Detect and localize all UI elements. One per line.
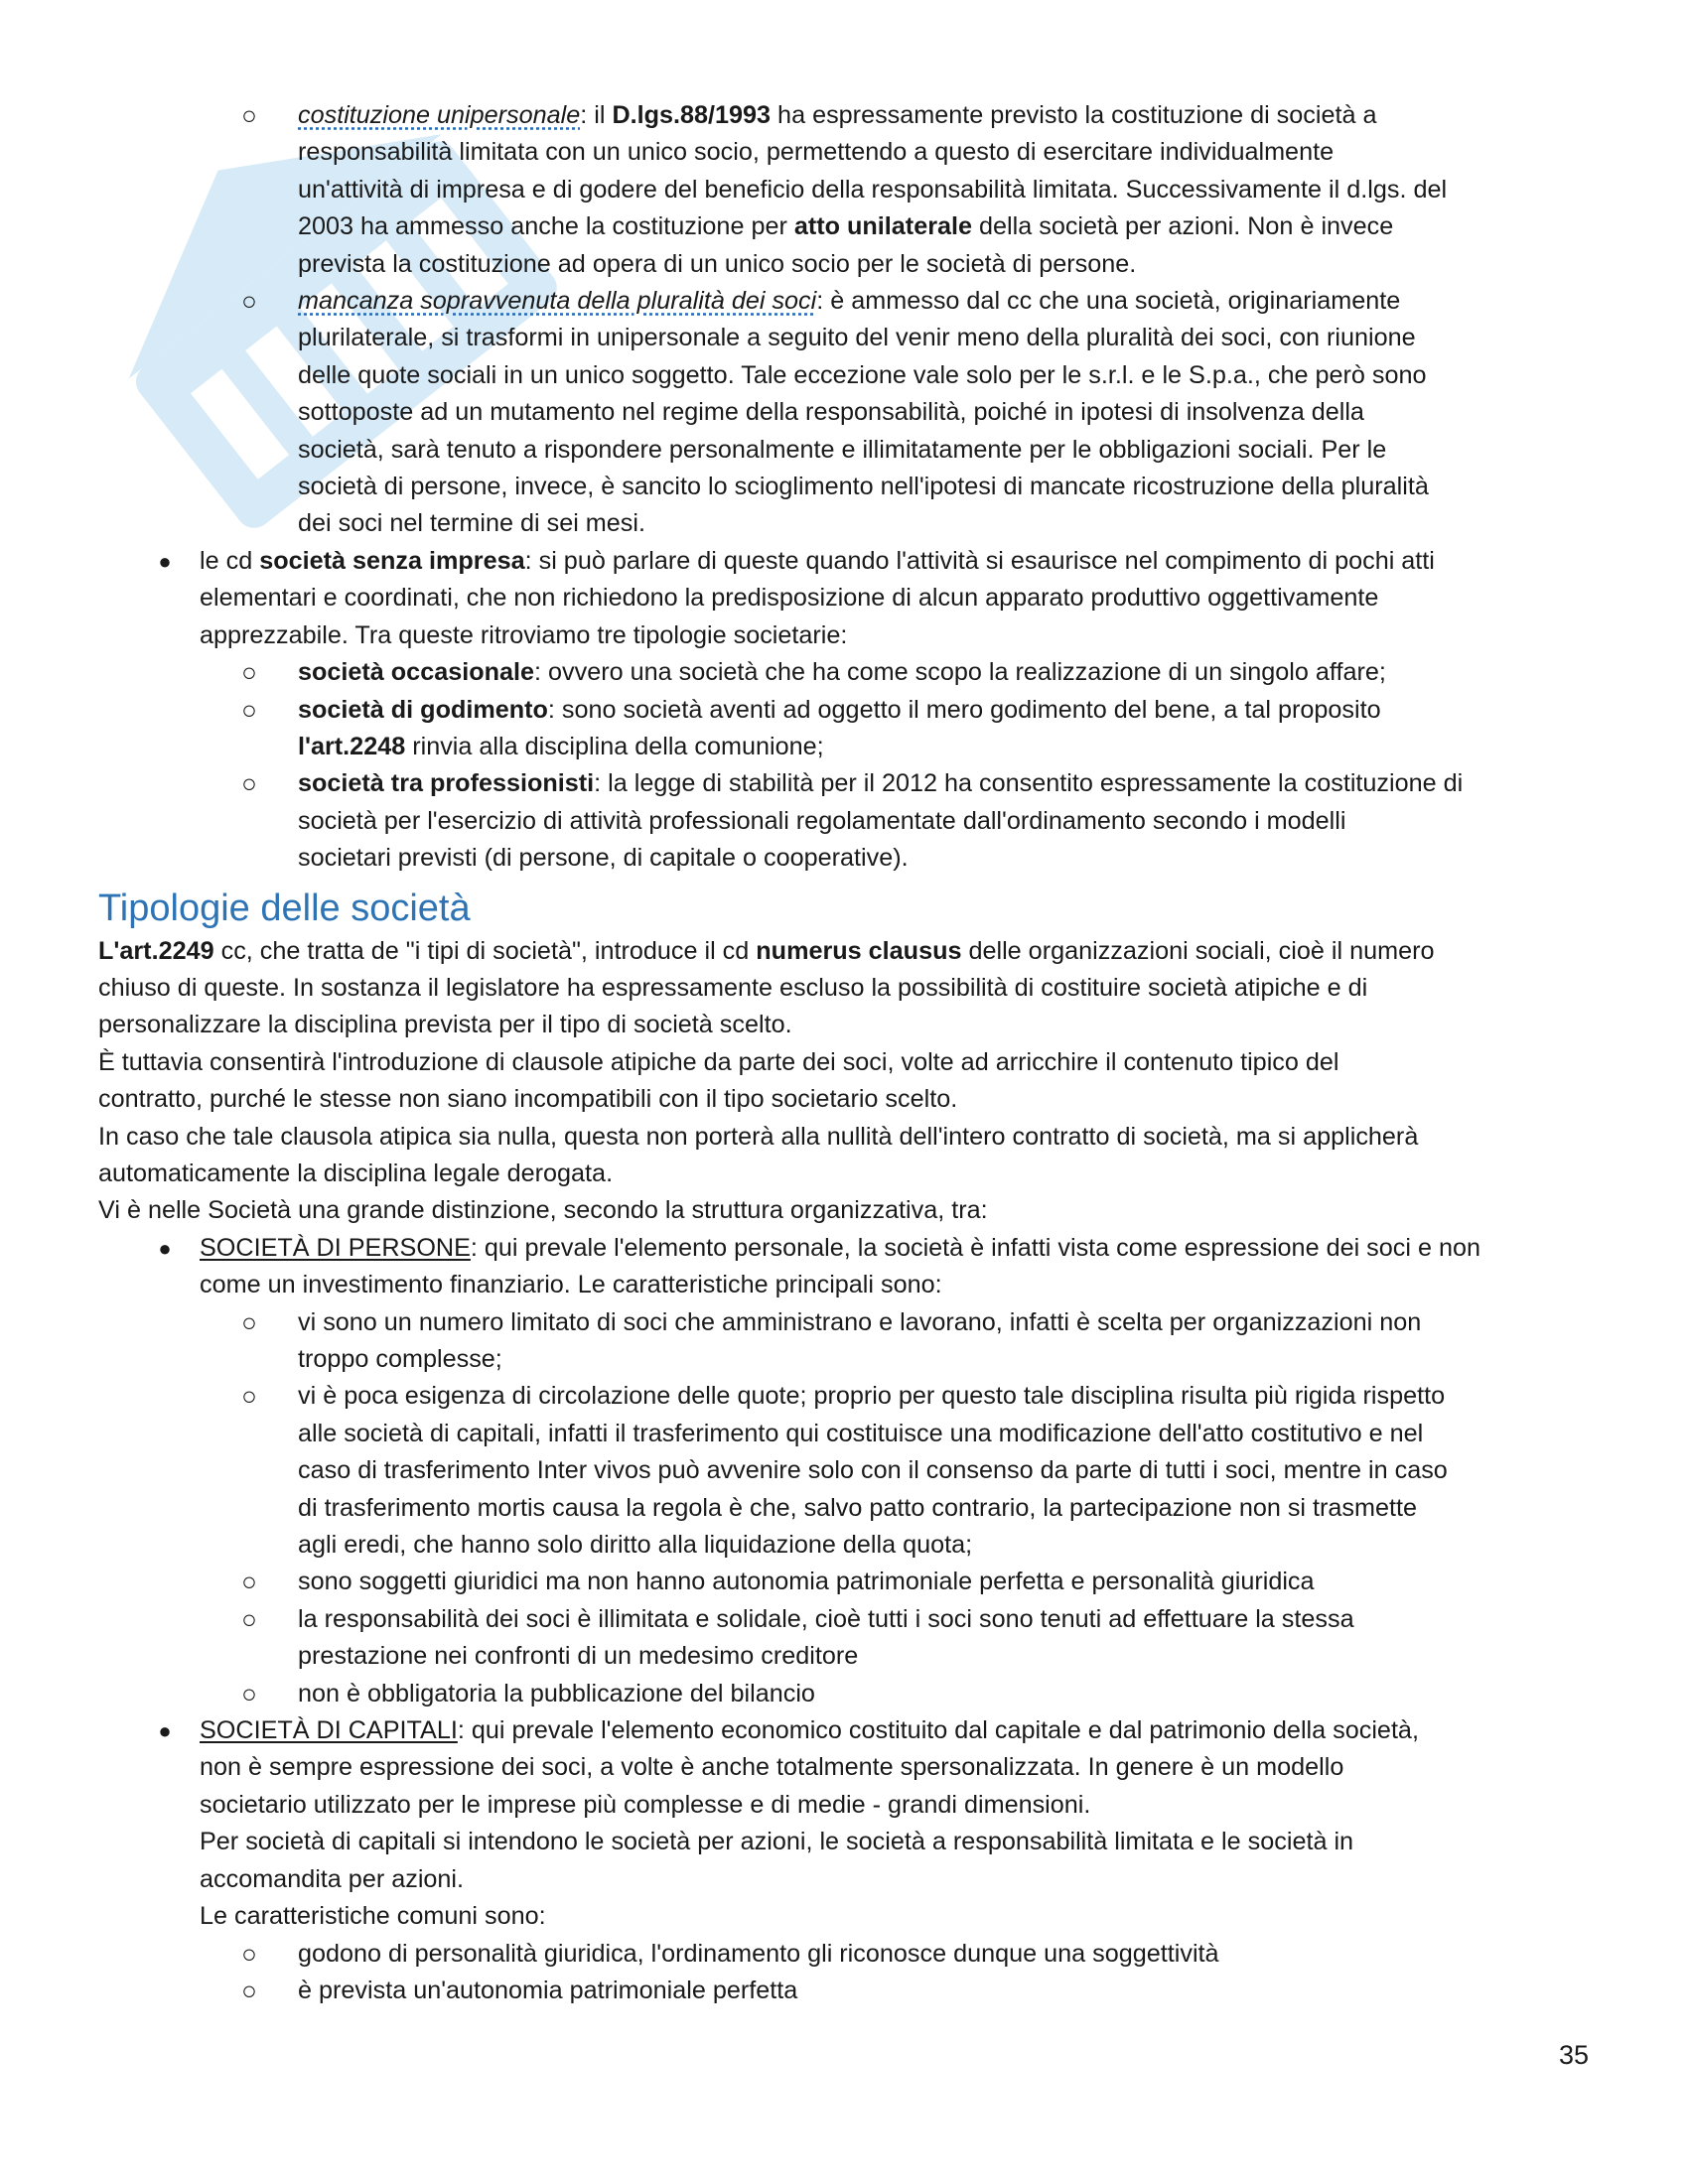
bullet-filled-icon: ●	[158, 1718, 172, 1744]
list-item-costituzione-unipersonale: ○ costituzione unipersonale: il D.lgs.88/1993 ha espressamente previsto la costituzione di società a responsabilità limitata con un unico socio, permettendo a questo di esercitare individualmente un'attività di impresa e di godere del beneficio della responsabilità limitata. Successivamente il d.lgs. del 2003 ha ammesso anche la costituzione per atto unilaterale della società per azioni. Non è invece prevista la costituzione ad opera di un unico socio per le società di persone.	[98, 97, 1588, 283]
list-item-sp-soci-limitati: ○ vi sono un numero limitato di soci che amministrano e lavorano, infatti è scelta per organizzazioni non troppo complesse;	[98, 1304, 1588, 1379]
list-item-societa-professionisti: ○ società tra professionisti: la legge di stabilità per il 2012 ha consentito espressamente la costituzione di società per l'esercizio di attività professionali regolamentate dall'ordinamento secondo i modelli societari previsti (di persone, di capitale o cooperative).	[98, 765, 1588, 877]
page-number: 35	[1559, 2040, 1590, 2070]
bullet-hollow-icon: ○	[241, 694, 257, 725]
bullet-hollow-icon: ○	[241, 1567, 257, 1597]
list-item-societa-di-persone: ● SOCIETÀ DI PERSONE: qui prevale l'elemento personale, la società è infatti vista come espressione dei soci e non come un investimento finanziario. Le caratteristiche principali sono:	[98, 1230, 1588, 1304]
paragraph-art-2249: L'art.2249 cc, che tratta de "i tipi di società", introduce il cd numerus clausus delle organizzazioni sociali, cioè il numero chiuso di queste. In sostanza il legislatore ha espressamente escluso la possibilità di costituire società atipiche e di personalizzare la disciplina prevista per il tipo di società scelto.	[98, 936, 1435, 1039]
bullet-filled-icon: ●	[158, 1235, 172, 1261]
bullet-hollow-icon: ○	[241, 286, 257, 317]
paragraph-clausola-nulla: In caso che tale clausola atipica sia nulla, questa non porterà alla nullità dell'intero contratto di società, ma si applicherà automaticamente la disciplina legale derogata.	[98, 1122, 1419, 1187]
list-item-sp-circolazione-quote: ○ vi è poca esigenza di circolazione delle quote; proprio per questo tale disciplina risulta più rigida rispetto alle società di capitali, infatti il trasferimento qui costituisce una modificazione dell'atto costitutivo e nel caso di trasferimento Inter vivos può avvenire solo con il consenso da parte di tutti i soci, mentre in caso di trasferimento mortis causa la regola è che, salvo patto contrario, la partecipazione non si trasmette agli eredi, che hanno solo diritto alla liquidazione della quota;	[98, 1378, 1588, 1564]
list-item-sc-personalita: ○ godono di personalità giuridica, l'ordinamento gli riconosce dunque una soggettività	[98, 1936, 1588, 1973]
bullet-hollow-icon: ○	[241, 657, 257, 688]
paragraph-distinzione: Vi è nelle Società una grande distinzione, secondo la struttura organizzativa, tra:	[98, 1196, 988, 1225]
list-item-mancanza-sopravvenuta: ○ mancanza sopravvenuta della pluralità dei soci: è ammesso dal cc che una società, originariamente plurilaterale, si trasformi in unipersonale a seguito del venir meno della pluralità dei soci, con riunione delle quote sociali in un unico soggetto. Tale eccezione vale solo per le s.r.l. e le S.p.a., che però sono sottoposte ad un mutamento nel regime della responsabilità, poiché in ipotesi di insolvenza della società, sarà tenuto a rispondere personalmente e illimitatamente per le obbligazioni sociali. Per le società di persone, invece, è sancito lo scioglimento nell'ipotesi di mancate ricostruzione della pluralità dei soci nel termine di sei mesi.	[98, 283, 1588, 543]
list-item-sp-soggetti-giuridici: ○ sono soggetti giuridici ma non hanno autonomia patrimoniale perfetta e personalità giuridica	[98, 1564, 1588, 1600]
list-item-societa-godimento: ○ società di godimento: sono società aventi ad oggetto il mero godimento del bene, a tal proposito l'art.2248 rinvia alla disciplina della comunione;	[98, 692, 1588, 766]
bullet-hollow-icon: ○	[241, 1603, 257, 1634]
bullet-hollow-icon: ○	[241, 1975, 257, 2005]
list-item-sp-responsabilita: ○ la responsabilità dei soci è illimitata e solidale, cioè tutti i soci sono tenuti ad effettuare la stessa prestazione nei confronti di un medesimo creditore	[98, 1601, 1588, 1676]
bullet-hollow-icon: ○	[241, 1381, 257, 1412]
bullet-hollow-icon: ○	[241, 768, 257, 799]
section-heading: Tipologie delle società	[98, 887, 471, 929]
bullet-hollow-icon: ○	[241, 1306, 257, 1337]
list-item-societa-di-capitali: ● SOCIETÀ DI CAPITALI: qui prevale l'elemento economico costituito dal capitale e dal patrimonio della società, non è sempre espressione dei soci, a volte è anche totalmente spersonalizzata. In genere è un modello societario utilizzato per le imprese più complesse e di medie - grandi dimensioni. Per società di capitali si intendono le società per azioni, le società a responsabilità limitata e le società in accomandita per azioni. Le caratteristiche comuni sono:	[98, 1712, 1588, 1935]
document-body	[98, 97, 1588, 2009]
bullet-hollow-icon: ○	[241, 1678, 257, 1708]
list-item-sc-autonomia: ○ è prevista un'autonomia patrimoniale perfetta	[98, 1973, 1588, 2009]
bullet-hollow-icon: ○	[241, 100, 257, 130]
list-item-societa-senza-impresa: ● le cd società senza impresa: si può parlare di queste quando l'attività si esaurisce nel compimento di pochi atti elementari e coordinati, che non richiedono la predisposizione di alcun apparato produttivo oggettivamente apprezzabile. Tra queste ritroviamo tre tipologie societarie:	[98, 543, 1588, 654]
list-item-sp-bilancio: ○ non è obbligatoria la pubblicazione del bilancio	[98, 1676, 1588, 1712]
paragraph-clausole-atipiche: È tuttavia consentirà l'introduzione di clausole atipiche da parte dei soci, volte ad arricchire il contenuto tipico del contratto, purché le stesse non siano incompatibili con il tipo societario scelto.	[98, 1047, 1339, 1114]
list-item-societa-occasionale: ○ società occasionale: ovvero una società che ha come scopo la realizzazione di un singolo affare;	[98, 654, 1588, 691]
bullet-filled-icon: ●	[158, 548, 172, 574]
bullet-hollow-icon: ○	[241, 1938, 257, 1969]
